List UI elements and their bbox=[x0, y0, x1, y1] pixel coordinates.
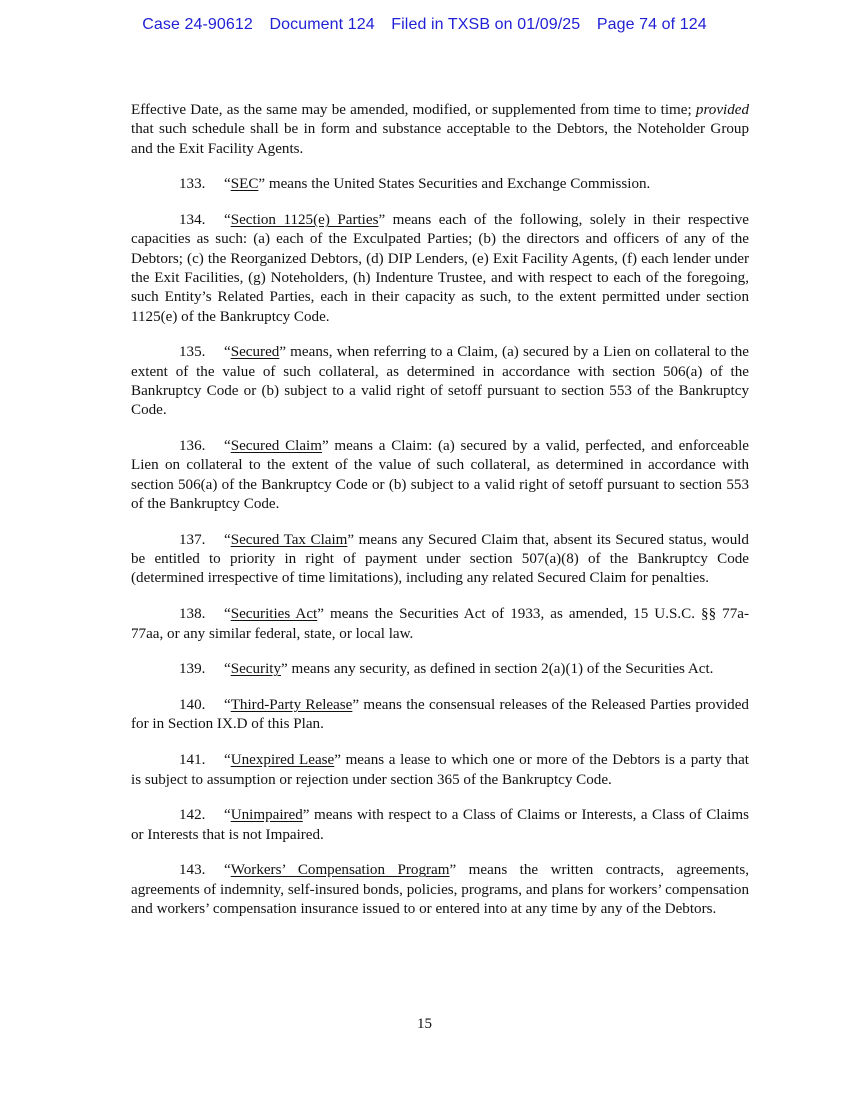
document-body bbox=[131, 101, 749, 919]
defined-term: Secured bbox=[230, 344, 280, 361]
definition-136: 136. “Secured Claim” means a Claim: (a) secured by a valid, perfected, and enforceable Lien on collateral to the extent of the value of such collateral, as determined in accordance with section 506(a) of the Bankruptcy Code or (b) subject to a valid right of setoff pursuant to section 553 of the Bankruptcy Code. bbox=[131, 438, 749, 513]
definition-139: 139. “Security” means any security, as defined in section 2(a)(1) of the Securities Act. bbox=[131, 660, 749, 679]
definition-number: 133. bbox=[179, 176, 206, 193]
definition-number: 137. bbox=[179, 531, 206, 548]
definition-number: 143. bbox=[179, 862, 206, 879]
document-number: Document 124 bbox=[269, 16, 375, 33]
definition-text: means each of the following, solely in their respective capacities as such: (a) each of the Exculpated Parties; (b) the directors and officers of any of the Debtors; (c) the Reorganized Debtors, (d) DIP Lenders, (e) Exit Facility Agents, (f) each lender under the Exit Facilities, (g) Noteholders, (h) Indenture Trustee, and with respect to each of the foregoing, such Entity’s Related Parties, each in their capacity as such, to the extent permitted under section 1125(e) of the Bankruptcy Code. bbox=[131, 212, 750, 325]
definition-137: 137. “Secured Tax Claim” means any Secured Claim that, absent its Secured status, would be entitled to priority in right of payment under section 507(a)(8) of the Bankruptcy Code (determined irrespective of time limitations), including any related Secured Claim for penalties. bbox=[131, 531, 749, 587]
defined-term: Security bbox=[230, 661, 282, 678]
defined-term: Unimpaired bbox=[230, 807, 303, 824]
filed-info: Filed in TXSB on 01/09/25 bbox=[391, 16, 581, 33]
page-indicator: Page 74 of 124 bbox=[596, 16, 707, 33]
page-number: 15 bbox=[417, 1016, 432, 1032]
defined-term: Secured Claim bbox=[230, 438, 322, 455]
definition-text: means the consensual releases of the Released Parties provided for in Section IX.D of this Plan. bbox=[131, 697, 749, 733]
definition-text: means any security, as defined in section 2(a)(1) of the Securities Act. bbox=[287, 661, 714, 678]
definition-number: 140. bbox=[179, 697, 206, 714]
definition-number: 139. bbox=[179, 661, 206, 678]
definition-text: means, when referring to a Claim, (a) secured by a Lien on collateral to the extent of the value of such collateral, as determined in accordance with section 506(a) of the Bankruptcy Code or (b) subject to a valid right of setoff pursuant to section 553 of the Bankruptcy Code. bbox=[131, 344, 749, 419]
defined-term: Workers’ Compensation Program bbox=[230, 862, 450, 879]
defined-term: SEC bbox=[230, 176, 259, 193]
intro-emphasis: provided bbox=[695, 102, 749, 118]
intro-text-b: that such schedule shall be in form and substance acceptable to the Debtors, the Noteholder Group and the Exit Facility Agents. bbox=[131, 121, 749, 157]
definition-133: 133. “SEC” means the United States Securities and Exchange Commission. bbox=[131, 175, 749, 194]
definition-number: 141. bbox=[179, 752, 206, 769]
defined-term: Third-Party Release bbox=[230, 697, 353, 714]
case-number: Case 24-90612 bbox=[142, 16, 253, 33]
defined-term: Securities Act bbox=[230, 606, 318, 623]
defined-term: Section 1125(e) Parties bbox=[230, 212, 379, 229]
definition-140: 140. “Third-Party Release” means the consensual releases of the Released Parties provided for in Section IX.D of this Plan. bbox=[131, 697, 749, 733]
definition-138: 138. “Securities Act” means the Securities Act of 1933, as amended, 15 U.S.C. §§ 77a-77aa, or any similar federal, state, or local law. bbox=[131, 606, 749, 642]
definition-number: 135. bbox=[179, 344, 206, 361]
definition-142: 142. “Unimpaired” means with respect to a Class of Claims or Interests, a Class of Claims or Interests that is not Impaired. bbox=[131, 807, 749, 843]
definition-text: means any Secured Claim that, absent its Secured status, would be entitled to priority in right of payment under section 507(a)(8) of the Bankruptcy Code (determined irrespective of time limitations), including any related Secured Claim for penalties. bbox=[131, 531, 749, 587]
definition-text: means the United States Securities and Exchange Commission. bbox=[265, 176, 651, 193]
definition-number: 136. bbox=[179, 438, 206, 455]
definition-text: means the Securities Act of 1933, as amended, 15 U.S.C. §§ 77a-77aa, or any similar federal, state, or local law. bbox=[131, 606, 749, 642]
definition-number: 142. bbox=[179, 807, 206, 824]
definition-135: 135. “Secured” means, when referring to a Claim, (a) secured by a Lien on collateral to the extent of the value of such collateral, as determined in accordance with section 506(a) of the Bankruptcy Code or (b) subject to a valid right of setoff pursuant to section 553 of the Bankruptcy Code. bbox=[131, 344, 749, 419]
definition-141: 141. “Unexpired Lease” means a lease to which one or more of the Debtors is a party that is subject to assumption or rejection under section 365 of the Bankruptcy Code. bbox=[131, 752, 750, 788]
intro-paragraph bbox=[131, 101, 749, 159]
court-filing-header bbox=[0, 16, 849, 34]
definition-number: 134. bbox=[179, 212, 206, 229]
definition-number: 138. bbox=[179, 606, 206, 623]
definition-134: 134. “Section 1125(e) Parties” means each of the following, solely in their respective capacities as such: (a) each of the Exculpated Parties; (b) the directors and officers of any of the Debtors; (c) the Reorganized Debtors, (d) DIP Lenders, (e) Exit Facility Agents, (f) each lender under the Exit Facilities, (g) Noteholders, (h) Indenture Trustee, and with respect to each of the foregoing, such Entity’s Related Parties, each in their capacity as such, to the extent permitted under section 1125(e) of the Bankruptcy Code. bbox=[131, 212, 750, 325]
definition-text: means a Claim: (a) secured by a valid, perfected, and enforceable Lien on collateral to the extent of the value of such collateral, as determined in accordance with section 506(a) of the Bankruptcy Code or (b) subject to a valid right of setoff pursuant to section 553 of the Bankruptcy Code. bbox=[131, 438, 749, 513]
defined-term: Secured Tax Claim bbox=[230, 531, 348, 548]
defined-term: Unexpired Lease bbox=[230, 752, 335, 769]
definition-text: means with respect to a Class of Claims or Interests, a Class of Claims or Interests that is not Impaired. bbox=[131, 807, 749, 843]
definition-143: 143. “Workers’ Compensation Program” means the written contracts, agreements, agreements of indemnity, self-insured bonds, policies, programs, and plans for workers’ compensation and workers’ compensation insurance issued to or entered into at any time by any of the Debtors. bbox=[131, 862, 749, 917]
intro-text-a: Effective Date, as the same may be amended, modified, or supplemented from time to time; bbox=[131, 102, 696, 118]
definition-text: means a lease to which one or more of the Debtors is a party that is subject to assumption or rejection under section 365 of the Bankruptcy Code. bbox=[131, 752, 750, 788]
definition-text: means the written contracts, agreements, agreements of indemnity, self-insured bonds, policies, programs, and plans for workers’ compensation and workers’ compensation insurance issued to or entered into at any time by any of the Debtors. bbox=[131, 862, 749, 917]
